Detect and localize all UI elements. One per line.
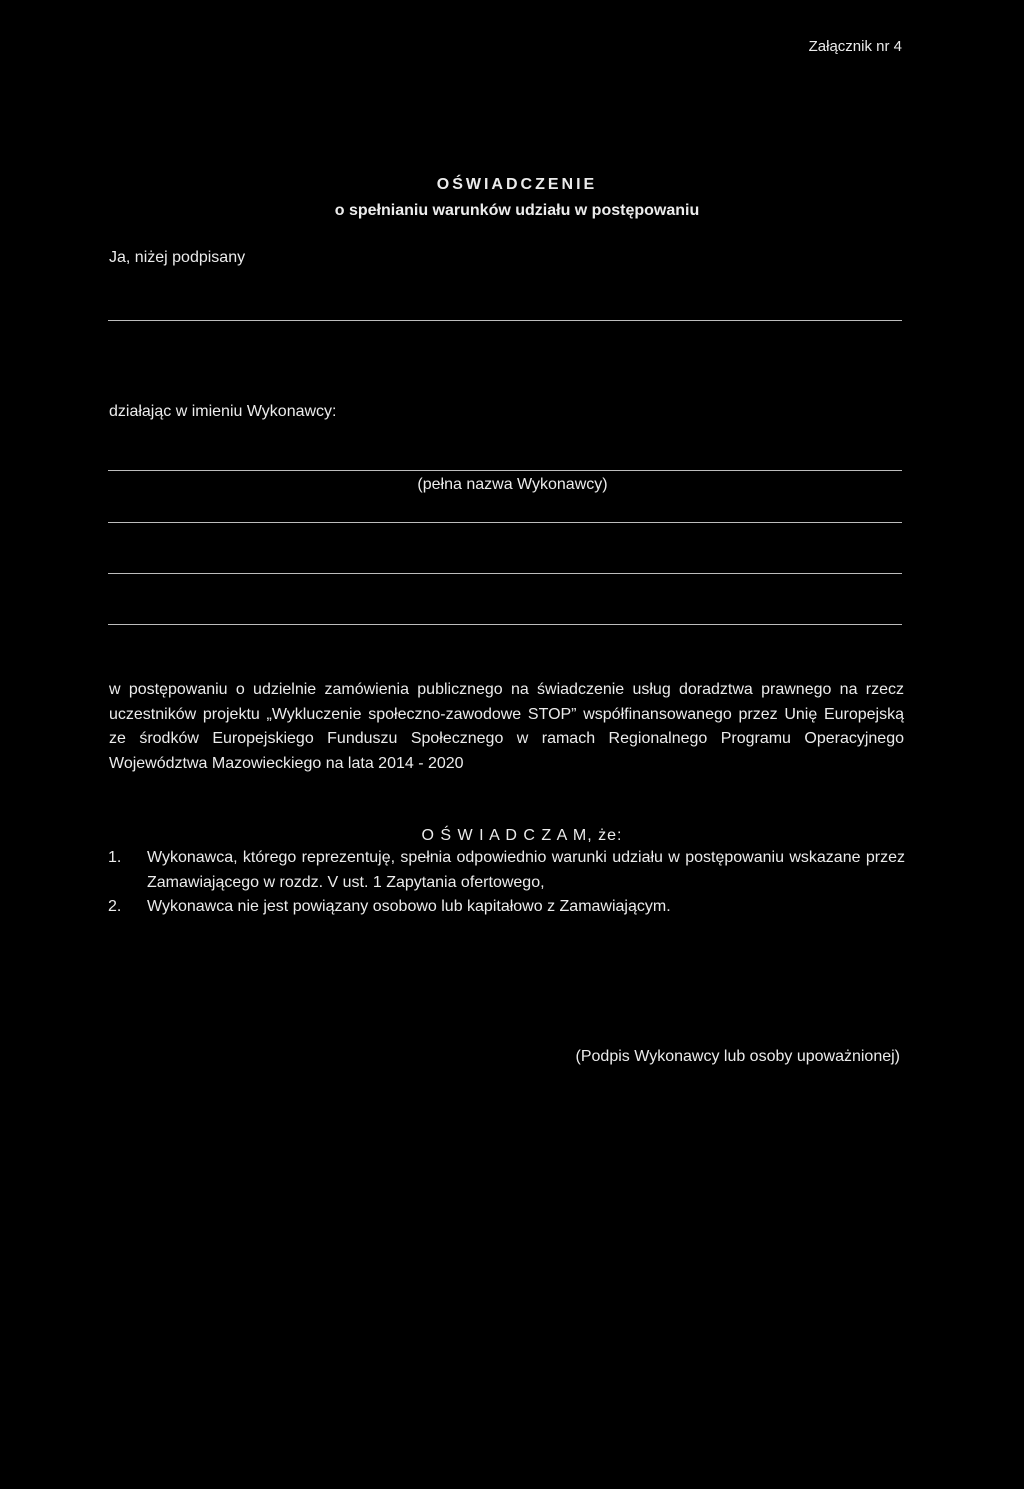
- list-item-text: Wykonawca, którego reprezentuję, spełnia odpowiednio warunki udziału w postępowaniu wskazane przez Zamawiającego w rozdz. V ust. 1 Zapytania ofertowego,: [147, 849, 905, 891]
- acting-label: działając w imieniu Wykonawcy:: [109, 403, 337, 420]
- contractor-address-line-1[interactable]: [108, 522, 902, 523]
- list-item-number: 2.: [108, 898, 122, 915]
- contractor-caption: (pełna nazwa Wykonawcy): [417, 476, 608, 493]
- contractor-address-line-2[interactable]: [108, 573, 902, 574]
- contractor-name-line[interactable]: [108, 470, 902, 471]
- signer-name-line[interactable]: [108, 320, 902, 321]
- list-item-number: 1.: [108, 849, 122, 866]
- signature-caption: (Podpis Wykonawcy lub osoby upoważnionej): [575, 1048, 900, 1065]
- list-item: [108, 846, 905, 895]
- procedure-paragraph: w postępowaniu o udzielnie zamówienia publicznego na świadczenie usług doradztwa prawnego na rzecz uczestników projektu „Wykluczenie społeczno-zawodowe STOP” współfinansowanego przez Unię Europejską ze środków Europejskiego Funduszu Społecznego w ramach Regionalnego Programu Operacyjnego Województwa Mazowieckiego na lata 2014 - 2020: [109, 681, 904, 772]
- contractor-address-line-3[interactable]: [108, 624, 902, 625]
- document-title: OŚWIADCZENIE: [436, 176, 598, 193]
- attachment-label: Załącznik nr 4: [808, 38, 902, 55]
- list-item: [108, 895, 905, 920]
- declaration-list: [108, 846, 905, 920]
- declaration-heading: O Ś W I A D C Z A M, że:: [421, 827, 623, 844]
- list-item-text: Wykonawca nie jest powiązany osobowo lub kapitałowo z Zamawiającym.: [147, 898, 671, 915]
- signed-label: Ja, niżej podpisany: [109, 249, 246, 266]
- document-subtitle: o spełnianiu warunków udziału w postępowaniu: [334, 202, 700, 219]
